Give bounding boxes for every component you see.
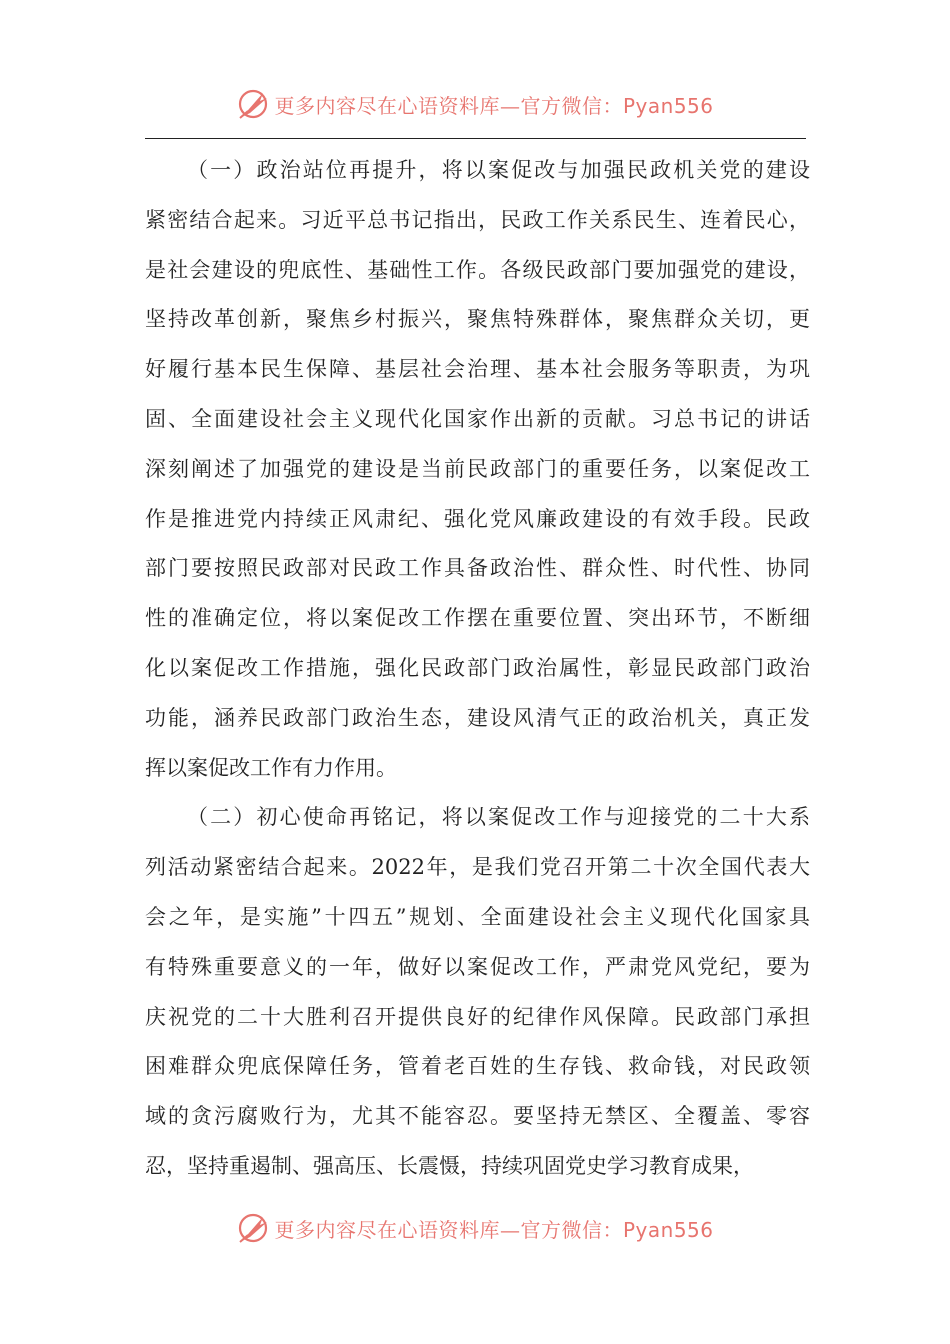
footer-banner-text	[274, 1214, 713, 1243]
text-line: 挥以案促改工作有力作用。	[145, 755, 397, 780]
text-line: 忍，坚持重遏制、强高压、长震慑，持续巩固党史学习教育成果，	[145, 1153, 754, 1178]
text-line: 化以案促改工作措施，强化民政部门政治属性，彰显民政部门政治	[145, 655, 810, 680]
text-line: 有特殊重要意义的一年，做好以案促改工作，严肃党风党纪，要为	[145, 954, 810, 979]
text-line: 会之年，是实施”十四五”规划、全面建设社会主义现代化国家具	[145, 904, 810, 929]
pen-quill-logo-icon	[236, 87, 270, 121]
text-line: 域的贪污腐败行为，尤其不能容忍。要坚持无禁区、全覆盖、零容	[145, 1104, 810, 1129]
header-wechat-id: Pyan556	[622, 93, 714, 118]
header-banner-text	[274, 90, 713, 119]
text-line: 紧密结合起来。习近平总书记指出，民政工作关系民生、连着民心，	[145, 207, 810, 232]
text-line: 好履行基本民生保障、基层社会治理、基本社会服务等职责，为巩	[145, 357, 810, 382]
text-line: 庆祝党的二十大胜利召开提供良好的纪律作风保障。民政部门承担	[145, 1004, 810, 1029]
header-banner	[0, 84, 950, 124]
text-line: 部门要按照民政部对民政工作具备政治性、群众性、时代性、协同	[145, 556, 810, 581]
pen-quill-logo-icon	[236, 1211, 270, 1245]
text-line: 是社会建设的兜底性、基础性工作。各级民政部门要加强党的建设，	[145, 257, 810, 282]
text-line: 固、全面建设社会主义现代化国家作出新的贡献。习总书记的讲话	[145, 406, 810, 431]
paragraph	[145, 146, 810, 793]
text-line: 性的准确定位，将以案促改工作摆在重要位置、突出环节，不断细	[145, 606, 810, 631]
text-line: 作是推进党内持续正风肃纪、强化党风廉政建设的有效手段。民政	[145, 506, 810, 531]
text-line: 坚持改革创新，聚焦乡村振兴，聚焦特殊群体，聚焦群众关切，更	[145, 307, 810, 332]
text-line: 列活动紧密结合起来。2022年，是我们党召开第二十次全国代表大	[145, 855, 810, 880]
footer-banner-cn: 更多内容尽在心语资料库—官方微信：	[274, 1217, 623, 1242]
footer-banner	[0, 1208, 950, 1248]
text-line: 困难群众兜底保障任务，管着老百姓的生存钱、救命钱，对民政领	[145, 1054, 810, 1079]
text-line: （一）政治站位再提升，将以案促改与加强民政机关党的建设	[187, 158, 810, 182]
text-line: 深刻阐述了加强党的建设是当前民政部门的重要任务，以案促改工	[145, 456, 810, 481]
text-line: 功能，涵养民政部门政治生态，建设风清气正的政治机关，真正发	[145, 705, 810, 730]
footer-wechat-id: Pyan556	[622, 1217, 714, 1242]
header-divider	[145, 138, 806, 139]
header-banner-cn: 更多内容尽在心语资料库—官方微信：	[274, 93, 623, 118]
text-line: （二）初心使命再铭记，将以案促改工作与迎接党的二十大系	[187, 805, 810, 830]
paragraph	[145, 793, 810, 1191]
document-body	[145, 146, 810, 1192]
